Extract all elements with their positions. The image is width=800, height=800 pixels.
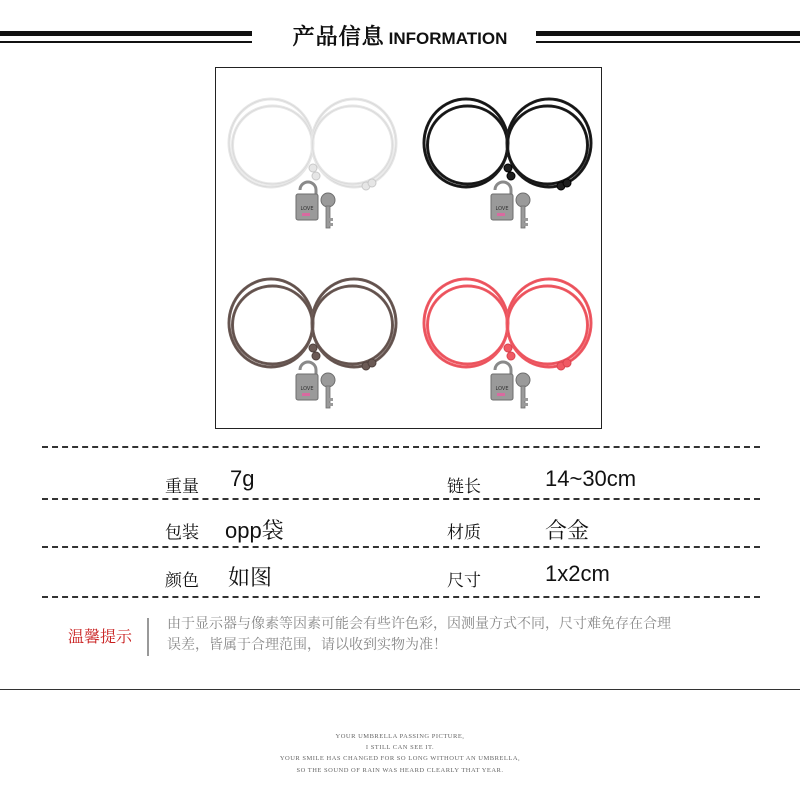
divider [42, 446, 760, 448]
cord-knot [309, 344, 317, 352]
chain-length-label: 链长 [447, 477, 481, 497]
key-tooth [329, 403, 333, 406]
tip-line: 由于显示器与像素等因素可能会有些许色彩，因测量方式不同，尺寸难免存在合理 [167, 616, 671, 632]
weight-value: 7g [230, 466, 255, 491]
lock-text: LOVE [300, 386, 314, 392]
cord-knot [368, 179, 376, 187]
lock-heart [497, 393, 505, 396]
cord-knot [507, 172, 515, 180]
key-tooth [329, 398, 333, 401]
lock-heart [497, 213, 505, 216]
poem-line: SO THE SOUND OF RAIN WAS HEARD CLEARLY THAT YEAR. [296, 767, 504, 774]
cord-knot [563, 179, 571, 187]
lock-heart [302, 213, 310, 216]
cord-knot [507, 352, 515, 360]
lock-text: LOVE [495, 206, 509, 212]
lock-text: LOVE [495, 386, 509, 392]
package-label: 包装 [165, 523, 199, 543]
cord-loop [313, 286, 393, 364]
divider [42, 546, 760, 548]
tip-separator [147, 618, 149, 656]
weight-label: 重量 [165, 477, 199, 497]
cord-knot [368, 359, 376, 367]
bottom-rule [0, 689, 800, 690]
cord-loop [313, 106, 393, 184]
key-tooth [329, 218, 333, 221]
key-tooth [524, 403, 528, 406]
bracelet-pair-white [229, 99, 396, 228]
key-icon [321, 193, 335, 207]
cord-loop [508, 286, 588, 364]
divider [42, 596, 760, 598]
cord-loop [508, 106, 588, 184]
cord-knot [312, 352, 320, 360]
section-title-cn: 产品信息 [292, 25, 385, 50]
cord-loop [428, 286, 508, 364]
cord-knot [309, 164, 317, 172]
poem-line: I STILL CAN SEE IT. [365, 744, 435, 751]
key-icon [516, 373, 530, 387]
color-value: 如图 [228, 565, 273, 590]
product-photo [215, 67, 602, 429]
tip-title: 温馨提示 [68, 627, 133, 646]
cord-loop [428, 106, 508, 184]
cord-knot [563, 359, 571, 367]
key-icon [516, 193, 530, 207]
color-label: 颜色 [165, 571, 199, 591]
material-value: 合金 [545, 518, 590, 543]
section-title [0, 20, 800, 51]
bracelet-pair-black [424, 99, 591, 228]
key-tooth [329, 223, 333, 226]
chain-length-value: 14~30cm [545, 466, 637, 491]
material-label: 材质 [447, 523, 481, 543]
package-value: opp袋 [225, 518, 284, 543]
section-title-en: INFORMATION [388, 29, 508, 48]
tip-text [167, 614, 757, 656]
poem-line: YOUR SMILE HAS CHANGED FOR SO LONG WITHOUT AN UMBRELLA, [279, 755, 521, 762]
bracelet-pair-brown [229, 279, 396, 408]
cord-knot [504, 344, 512, 352]
cord-loop [233, 286, 313, 364]
lock-text: LOVE [300, 206, 314, 212]
lock-heart [302, 393, 310, 396]
poem-line: YOUR UMBRELLA PASSING PICTURE, [335, 733, 465, 740]
cord-loop [233, 106, 313, 184]
key-tooth [524, 218, 528, 221]
key-icon [321, 373, 335, 387]
bracelet-pair-red [424, 279, 591, 408]
tip-line: 误差，皆属于合理范围，请以收到实物为准！ [167, 637, 447, 653]
key-tooth [524, 398, 528, 401]
size-value: 1x2cm [545, 561, 610, 586]
size-label: 尺寸 [447, 571, 481, 591]
key-tooth [524, 223, 528, 226]
divider [42, 498, 760, 500]
bracelet-illustration [216, 68, 601, 428]
cord-knot [504, 164, 512, 172]
cord-knot [312, 172, 320, 180]
